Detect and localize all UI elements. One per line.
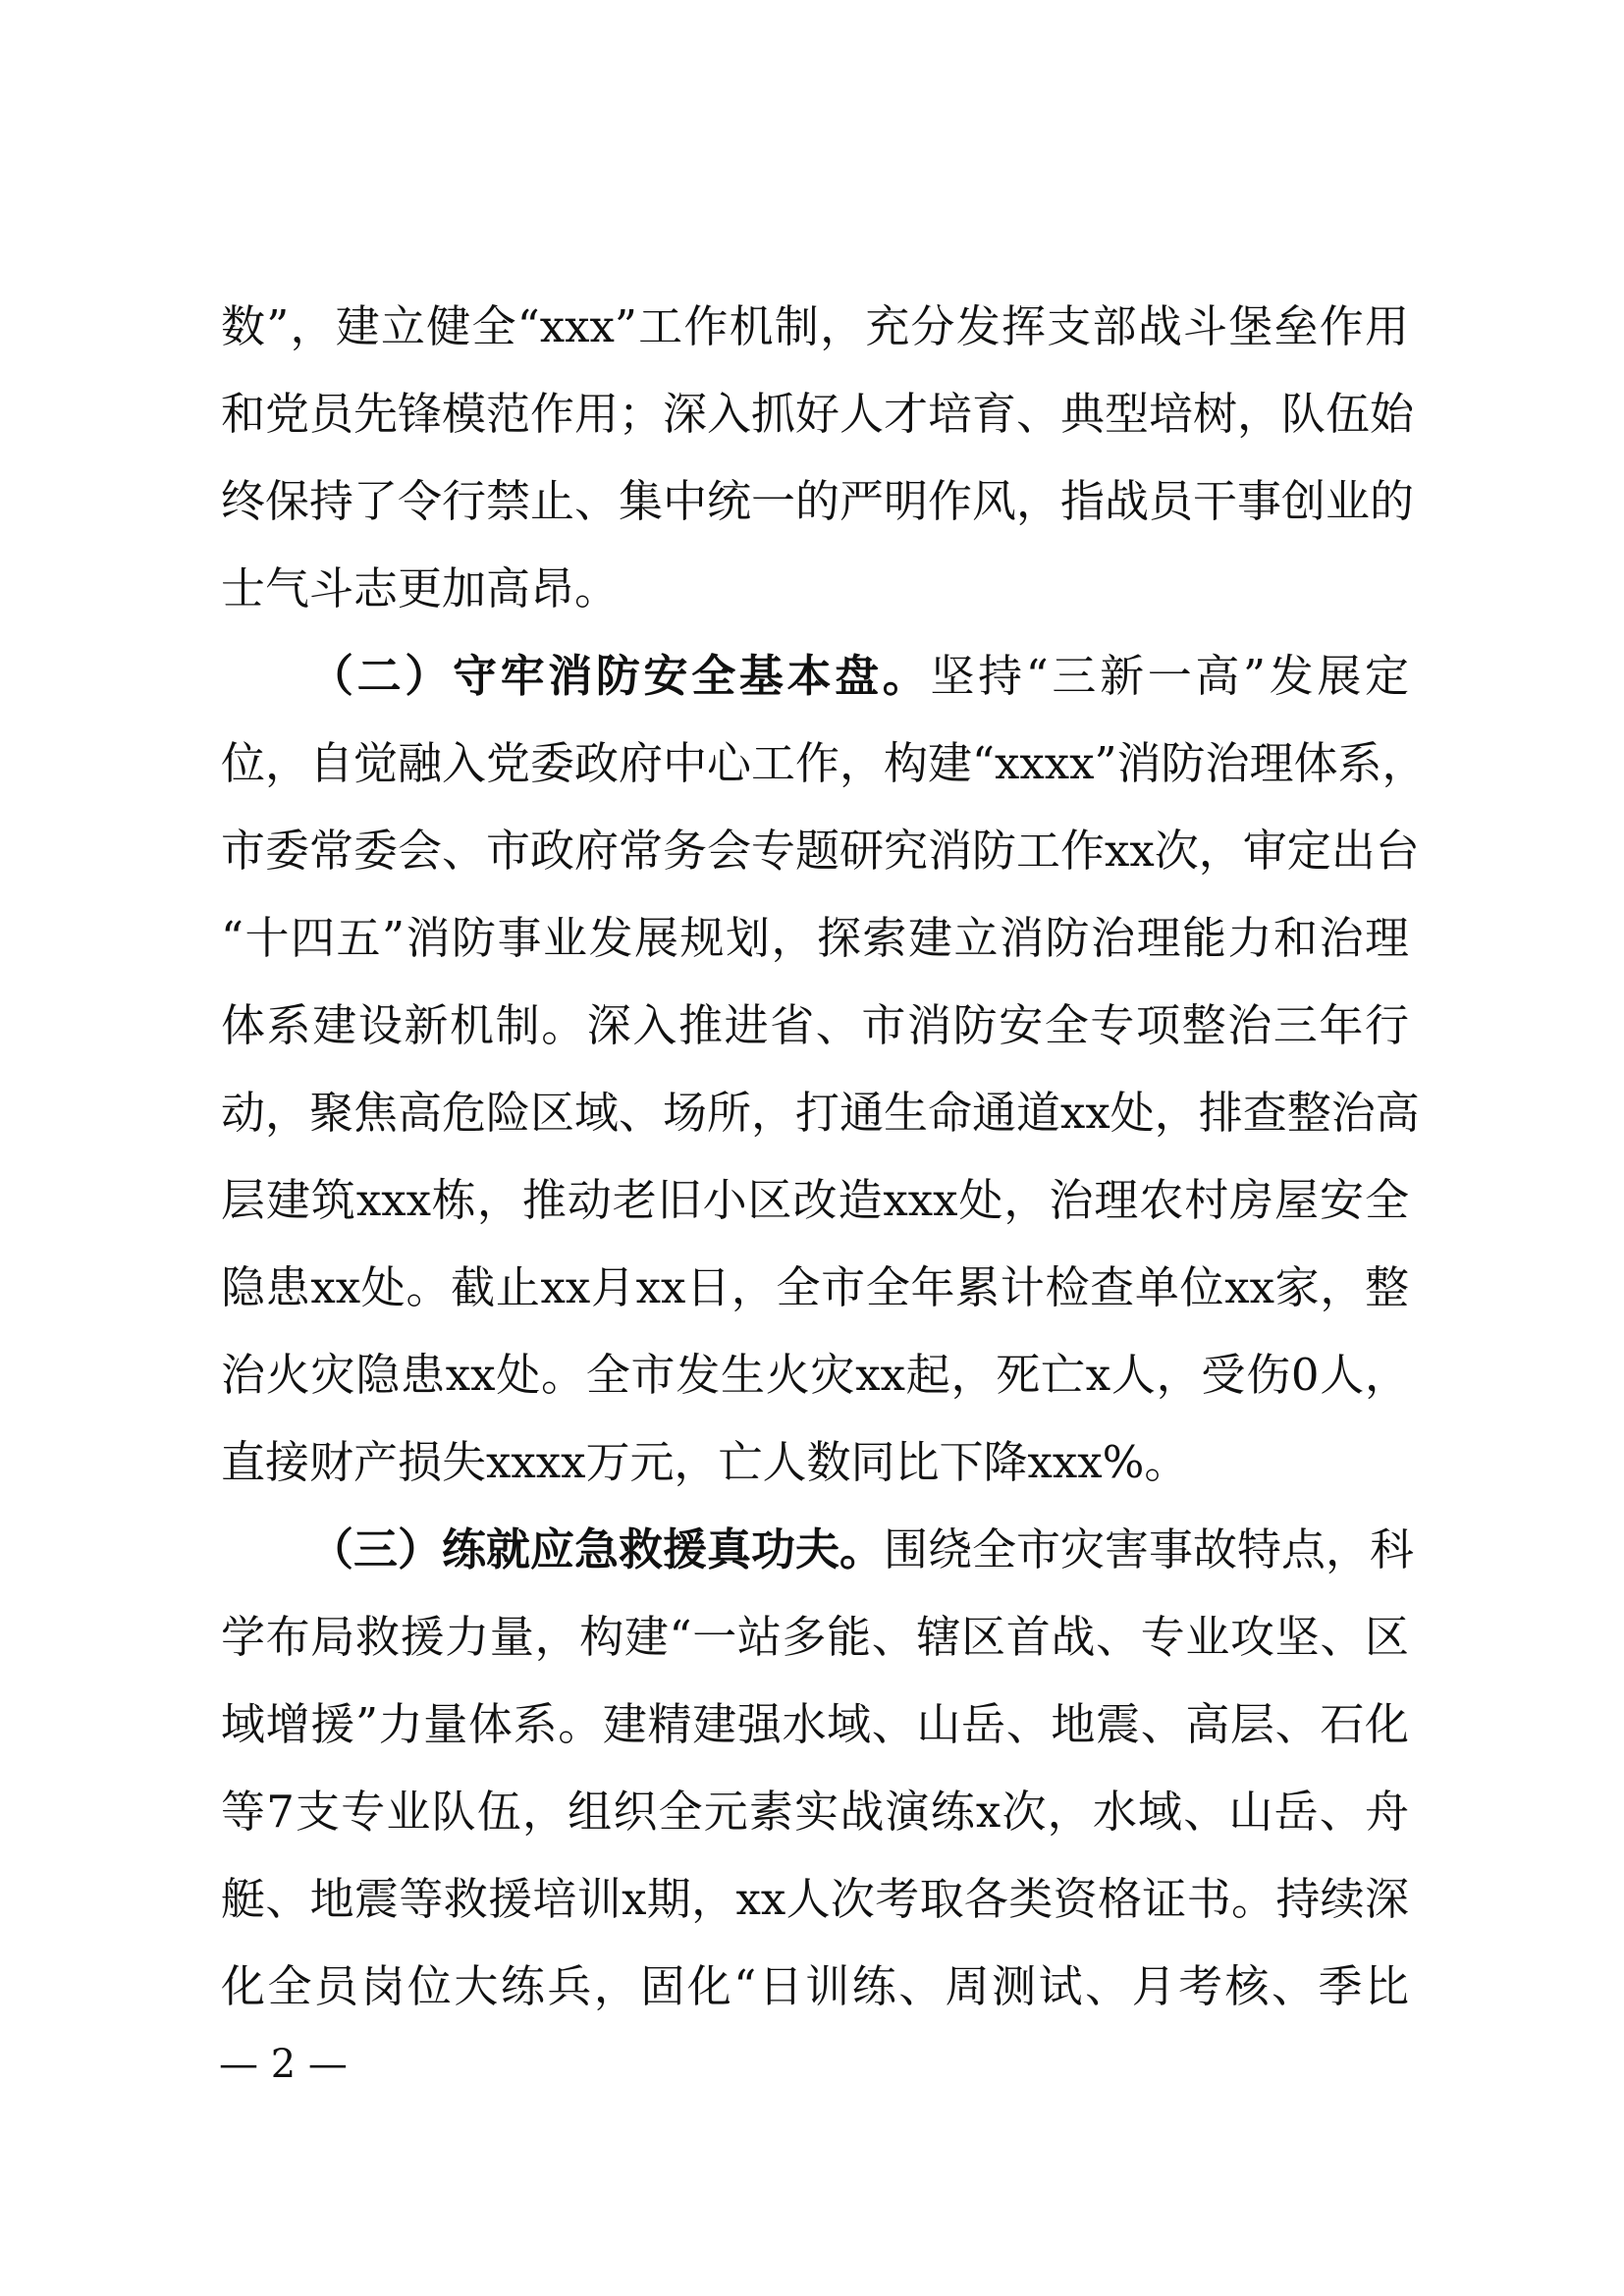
paragraph-line: “十四五”消防事业发展规划，探索建立消防治理能力和治理 — [221, 912, 1409, 964]
paragraph-line: 和党员先锋模范作用；深入抓好人才培育、典型培树，队伍始 — [221, 388, 1415, 440]
paragraph-line: 治火灾隐患xx处。全市发生火灾xx起，死亡x人，受伤0人， — [221, 1349, 1409, 1401]
paragraph-line: 隐患xx处。截止xx月xx日，全市全年累计检查单位xx家，整 — [221, 1261, 1409, 1313]
paragraph-line: 化全员岗位大练兵，固化“日训练、周测试、月考核、季比 — [221, 1960, 1409, 2012]
paragraph-first-line — [221, 632, 1409, 720]
section-heading: （三）练就应急救援真功夫。 — [309, 1523, 885, 1575]
paragraph-first-line — [221, 1506, 1415, 1593]
paragraph-line: 数”，建立健全“xxx”工作机制，充分发挥支部战斗堡垒作用 — [221, 300, 1409, 352]
section-heading: （二）守牢消防安全基本盘。 — [309, 650, 931, 702]
paragraph-text: 坚持“三新一高”发展定 — [930, 650, 1409, 702]
paragraph-line: 士气斗志更加高昂。 — [221, 562, 620, 614]
paragraph-line: 位，自觉融入党委政府中心工作，构建“xxxx”消防治理体系， — [221, 737, 1427, 789]
paragraph-line: 学布局救援力量，构建“一站多能、辖区首战、专业攻坚、区 — [221, 1611, 1409, 1663]
paragraph-line: 体系建设新机制。深入推进省、市消防安全专项整治三年行 — [221, 999, 1409, 1051]
paragraph-line: 市委常委会、市政府常务会专题研究消防工作xx次，审定出台 — [221, 825, 1420, 877]
paragraph-text: 围绕全市灾害事故特点，科 — [884, 1523, 1415, 1575]
paragraph-line: 直接财产损失xxxx万元，亡人数同比下降xxx%。 — [221, 1436, 1189, 1488]
paragraph-line: 终保持了令行禁止、集中统一的严明作风，指战员干事创业的 — [221, 475, 1415, 527]
paragraph-line: 等7支专业队伍，组织全元素实战演练x次，水域、山岳、舟 — [221, 1786, 1409, 1838]
page-number: — 2 — — [219, 2042, 348, 2087]
paragraph-line: 艇、地震等救援培训x期，xx人次考取各类资格证书。持续深 — [221, 1873, 1409, 1925]
paragraph-line: 动，聚焦高危险区域、场所，打通生命通道xx处，排查整治高 — [221, 1087, 1420, 1139]
paragraph-line: 层建筑xxx栋，推动老旧小区改造xxx处，治理农村房屋安全 — [221, 1174, 1409, 1226]
body-text — [221, 283, 1427, 2030]
paragraph-line: 域增援”力量体系。建精建强水域、山岳、地震、高层、石化 — [221, 1698, 1409, 1750]
